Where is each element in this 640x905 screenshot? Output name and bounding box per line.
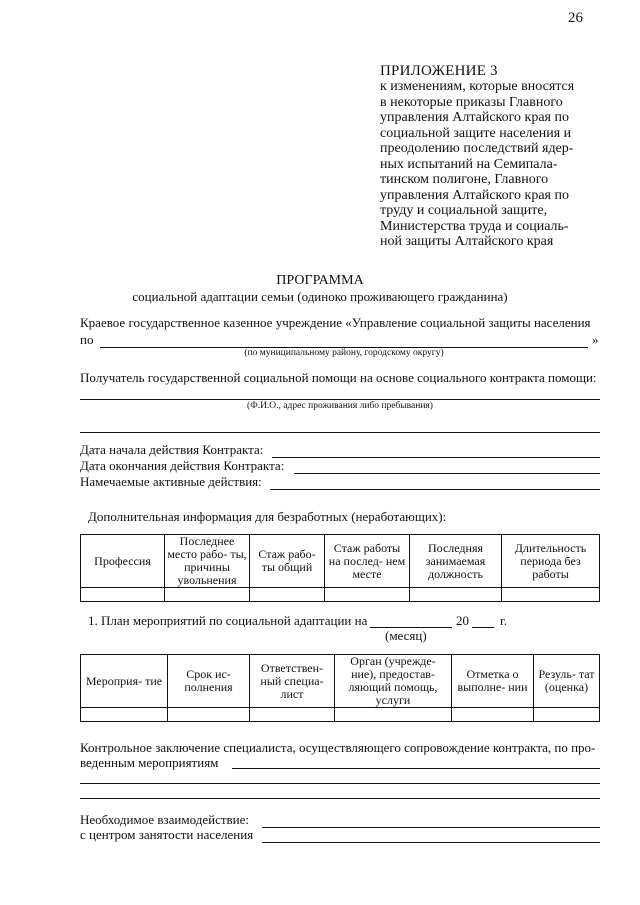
table-cell[interactable] — [250, 588, 325, 602]
conclusion-field[interactable] — [232, 768, 600, 769]
table-header-row — [81, 655, 600, 708]
appendix-line: управления Алтайского края по — [380, 110, 569, 125]
contract-start-field[interactable] — [272, 457, 600, 458]
appendix-line: ной защиты Алтайского края — [380, 234, 554, 249]
table-cell[interactable] — [335, 708, 452, 722]
header-cell: Резуль- тат (оценка) — [534, 655, 600, 708]
table-cell[interactable] — [81, 708, 168, 722]
header-cell: Срок ис- полнения — [168, 655, 250, 708]
recipient-field-2[interactable] — [80, 432, 600, 433]
header-cell: Последнее место рабо- ты, причины увольнения — [165, 535, 250, 588]
appendix-line: управления Алтайского края по — [380, 187, 569, 203]
appendix-line: преодолению последствий ядер- — [380, 141, 574, 156]
contract-end-field[interactable] — [294, 473, 600, 474]
appendix-title: ПРИЛОЖЕНИЕ 3 — [380, 63, 498, 79]
contract-end-label: Дата окончания действия Контракта: — [80, 458, 285, 473]
unemployed-label: Дополнительная информация для безработных (неработающих): — [88, 509, 447, 524]
plan-label: 1. План мероприятий по социальной адаптации на — [88, 613, 368, 628]
appendix-line: труду и социальной защите, — [380, 203, 548, 218]
conclusion-line-1: Контрольное заключение специалиста, осуществляющего сопровождение контракта, по про- — [80, 740, 596, 755]
table-cell[interactable] — [168, 708, 250, 722]
interaction-field[interactable] — [262, 827, 600, 828]
plan-year-prefix: 20 — [456, 613, 469, 628]
table-row — [81, 708, 600, 722]
header-cell: Стаж рабо- ты общий — [250, 535, 325, 588]
program-title: ПРОГРАММА — [276, 273, 364, 288]
appendix-line: Министерства труда и социаль- — [380, 218, 569, 234]
table-cell[interactable] — [452, 708, 534, 722]
appendix-line: в некоторые приказы Главного — [380, 94, 563, 110]
page-number: 26 — [568, 10, 583, 26]
conclusion-field-2[interactable] — [80, 783, 600, 784]
plan-table — [80, 654, 600, 722]
recipient-field[interactable] — [80, 399, 600, 400]
table-header-row — [81, 535, 600, 588]
plan-year-suffix: г. — [500, 613, 508, 628]
employment-center-label: с центром занятости населения — [80, 827, 254, 842]
appendix-line: социальной защите населения и — [380, 125, 572, 141]
interaction-label: Необходимое взаимодействие: — [80, 812, 250, 827]
plan-year-field[interactable] — [472, 627, 494, 628]
header-cell: Профессия — [81, 535, 165, 588]
appendix-body — [380, 79, 598, 250]
conclusion-field-3[interactable] — [80, 798, 600, 799]
appendix-line: ных испытаний на Семипала- — [380, 156, 558, 172]
program-subtitle: социальной адаптации семьи (одиноко проживающего гражданина) — [132, 289, 508, 304]
table-cell[interactable] — [165, 588, 250, 602]
institution-prefix: по — [80, 332, 94, 347]
table-cell[interactable] — [410, 588, 502, 602]
contract-actions-label: Намечаемые активные действия: — [80, 474, 262, 489]
institution-suffix: » — [592, 332, 599, 347]
plan-month-caption: (месяц) — [385, 628, 427, 643]
table-row — [81, 588, 600, 602]
conclusion-line-2: веденным мероприятиям — [80, 755, 219, 770]
recipient-label: Получатель государственной социальной помощи на основе социального контракта помощи: — [80, 370, 597, 385]
contract-start-label: Дата начала действия Контракта: — [80, 442, 264, 457]
contract-actions-field[interactable] — [270, 489, 600, 490]
unemployed-table — [80, 534, 600, 602]
header-cell: Стаж работы на послед- нем месте — [325, 535, 410, 588]
appendix-line: к изменениям, которые вносятся — [380, 79, 575, 94]
table-cell[interactable] — [250, 708, 335, 722]
header-cell: Отметка о выполне- нии — [452, 655, 534, 708]
header-cell: Орган (учрежде- ние), предостав- ляющий помощь, услуги — [335, 655, 452, 708]
institution-caption: (по муниципальному району, городскому округу) — [244, 348, 444, 358]
header-cell: Последняя занимаемая должность — [410, 535, 502, 588]
table-cell[interactable] — [325, 588, 410, 602]
institution-line: Краевое государственное казенное учреждение «Управление социальной защиты населения — [80, 315, 591, 330]
header-cell: Длительность периода без работы — [502, 535, 600, 588]
table-cell[interactable] — [502, 588, 600, 602]
recipient-caption: (Ф.И.О., адрес проживания либо пребывания) — [247, 401, 433, 411]
table-cell[interactable] — [81, 588, 165, 602]
header-cell: Ответствен- ный специа- лист — [250, 655, 335, 708]
table-cell[interactable] — [534, 708, 600, 722]
appendix-line: тинском полигоне, Главного — [380, 172, 549, 187]
header-cell: Мероприя- тие — [81, 655, 168, 708]
employment-center-field[interactable] — [262, 842, 600, 843]
